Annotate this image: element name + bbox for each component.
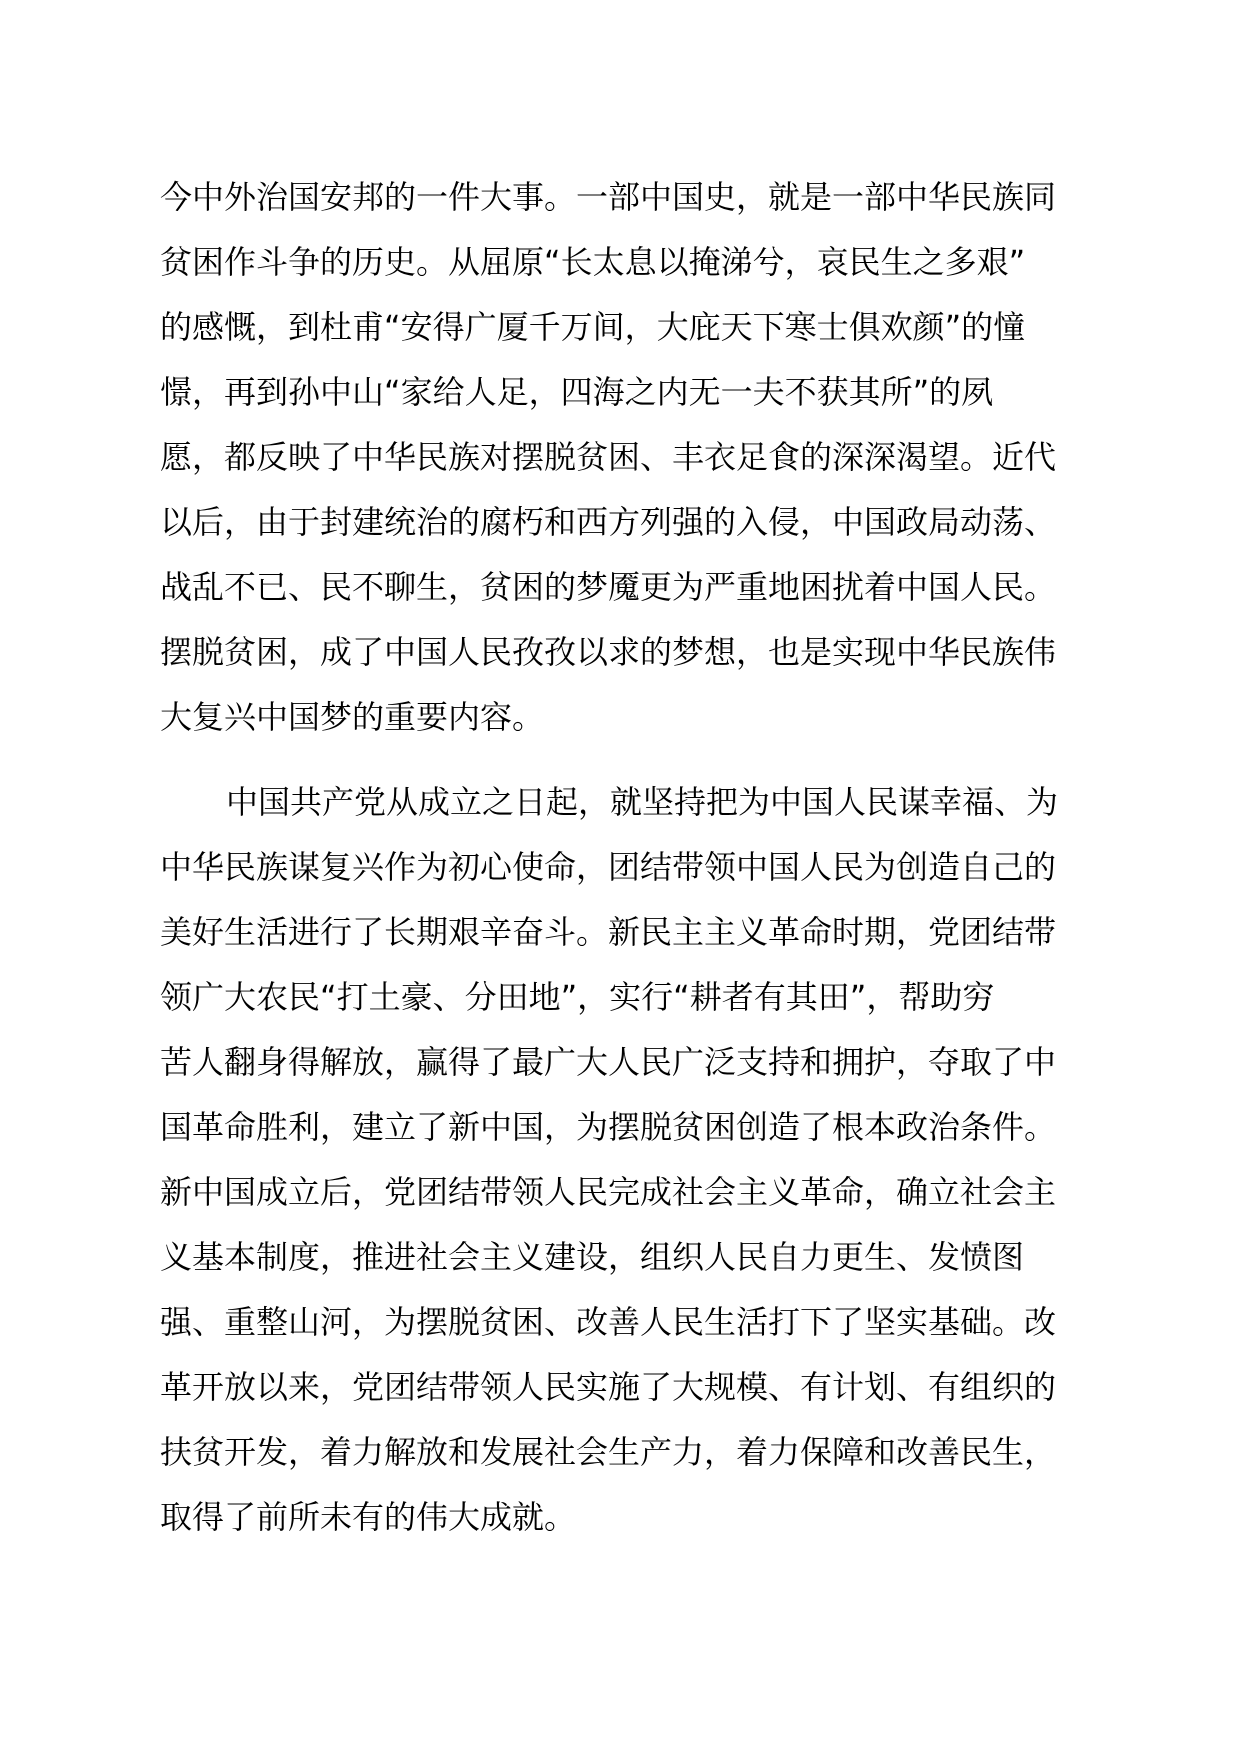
text-line: 愿，都反映了中华民族对摆脱贫困、丰衣足食的深深渴望。近代 [160, 438, 1057, 476]
text-line: 中国共产党从成立之日起，就坚持把为中国人民谋幸福、为 [226, 783, 1059, 821]
text-line: 苦人翻身得解放，赢得了最广大人民广泛支持和拥护，夺取了中 [160, 1043, 1057, 1081]
body-text [160, 165, 1090, 1550]
paragraph-2 [160, 770, 1090, 1550]
text-line: 摆脱贫困，成了中国人民孜孜以求的梦想，也是实现中华民族伟 [160, 633, 1057, 671]
text-line: 贫困作斗争的历史。从屈原“长太息以掩涕兮，哀民生之多艰” [160, 243, 1026, 281]
text-line: 大复兴中国梦的重要内容。 [160, 698, 545, 736]
text-line: 中华民族谋复兴作为初心使命，团结带领中国人民为创造自己的 [160, 848, 1057, 886]
text-line: 新中国成立后，党团结带领人民完成社会主义革命，确立社会主 [160, 1173, 1057, 1211]
paragraph-spacing [160, 750, 1090, 770]
text-line: 领广大农民“打土豪、分田地”，实行“耕者有其田”，帮助穷 [160, 978, 995, 1016]
text-line: 强、重整山河，为摆脱贫困、改善人民生活打下了坚实基础。改 [160, 1303, 1057, 1341]
text-line: 义基本制度，推进社会主义建设，组织人民自力更生、发愤图 [160, 1238, 1025, 1276]
text-line: 美好生活进行了长期艰辛奋斗。新民主主义革命时期，党团结带 [160, 913, 1057, 951]
text-line: 憬，再到孙中山“家给人足，四海之内无一夫不获其所”的夙 [160, 373, 994, 411]
text-line: 取得了前所未有的伟大成就。 [160, 1498, 577, 1536]
text-line: 革开放以来，党团结带领人民实施了大规模、有计划、有组织的 [160, 1368, 1057, 1406]
text-line: 战乱不已、民不聊生，贫困的梦魇更为严重地困扰着中国人民。 [160, 568, 1057, 606]
text-line: 今中外治国安邦的一件大事。一部中国史，就是一部中华民族同 [160, 178, 1057, 216]
text-line: 扶贫开发，着力解放和发展社会生产力，着力保障和改善民生， [160, 1433, 1057, 1471]
text-line: 以后，由于封建统治的腐朽和西方列强的入侵，中国政局动荡、 [160, 503, 1057, 541]
text-line: 国革命胜利，建立了新中国，为摆脱贫困创造了根本政治条件。 [160, 1108, 1057, 1146]
paragraph-1 [160, 165, 1090, 750]
text-line: 的感慨，到杜甫“安得广厦千万间，大庇天下寒士俱欢颜”的憧 [160, 308, 1026, 346]
